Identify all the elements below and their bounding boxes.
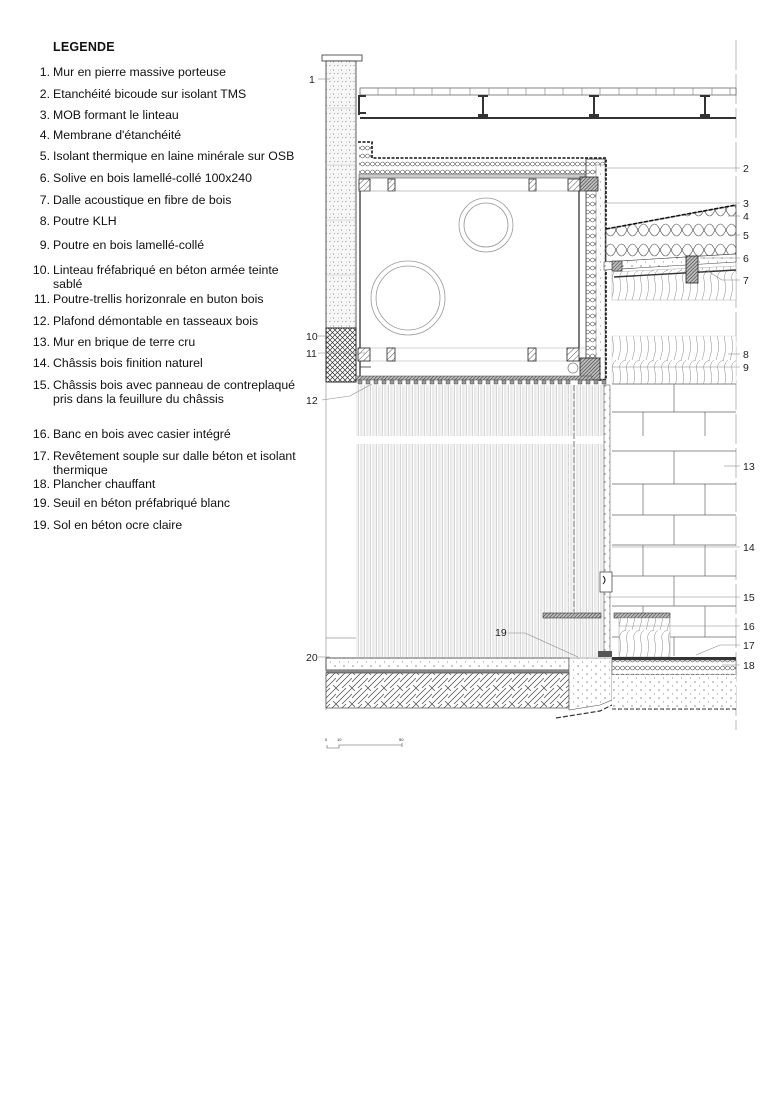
legend-item-text: Seuil en béton préfabriqué blanc: [53, 496, 231, 510]
callout-label: 5: [743, 230, 749, 242]
callout-label: 20: [306, 652, 318, 664]
callout-label: 16: [743, 621, 755, 633]
legend-item-number: 12.: [32, 314, 50, 328]
roof-buildup: [604, 205, 736, 300]
legend-item-text: Linteau fréfabriqué en béton armée teinte sablé: [53, 263, 279, 291]
legend-title: LEGENDE: [53, 40, 115, 54]
legend-item-text: Poutre-trellis horizonrale en buton bois: [53, 292, 264, 306]
steel-i-beams: [358, 95, 710, 117]
callout-label: 10: [306, 331, 318, 343]
svg-text:0: 0: [325, 737, 328, 742]
legend-item-text: Etanchéité bicoude sur isolant TMS: [53, 87, 247, 101]
legend-item-number: 10.: [32, 263, 50, 277]
concrete-lintel: [326, 328, 356, 382]
callouts-right: [743, 163, 755, 672]
callout-label: 13: [743, 461, 755, 473]
floor-buildup: [326, 651, 736, 718]
callout-label: 18: [743, 660, 755, 672]
callout-label: 11: [306, 348, 317, 360]
legend-item-number: 19.: [32, 518, 50, 532]
callout-label: 4: [743, 211, 749, 223]
legend-item-text: Dalle acoustique en fibre de bois: [53, 193, 232, 207]
legend-item-number: 6.: [39, 171, 50, 185]
legend-item-number: 16.: [32, 427, 50, 441]
legend-item-text: Poutre en bois lamellé-collé: [53, 238, 205, 252]
upper-floor-deck: [358, 88, 736, 119]
callout-label: 9: [743, 362, 749, 374]
svg-text:10: 10: [337, 737, 342, 742]
callout-label: 2: [743, 163, 749, 175]
legend-item-number: 3.: [39, 108, 50, 122]
legend-item-text: Mur en brique de terre cru: [53, 335, 196, 349]
legend-item-number: 2.: [39, 87, 50, 101]
legend-item-number: 5.: [39, 149, 50, 163]
callout-label: 8: [743, 349, 749, 361]
stone-wall: [322, 55, 362, 328]
legend-item-text: Plafond démontable en tasseaux bois: [53, 314, 259, 328]
legend-item-text: Solive en bois lamellé-collé 100x240: [53, 171, 252, 185]
callout-label: 12: [306, 395, 318, 407]
legend-item-text: Revêtement souple sur dalle béton et isolant thermique: [53, 449, 296, 477]
legend-item-text: Mur en pierre massive porteuse: [53, 65, 226, 79]
legend-item-number: 18.: [32, 477, 50, 491]
callout-label: 17: [743, 640, 755, 652]
legend-item-number: 11.: [33, 292, 50, 306]
callout-label: 14: [743, 542, 755, 554]
legend-item-number: 15.: [32, 378, 50, 392]
legend-item-number: 19.: [32, 496, 50, 510]
legend-item-number: 8.: [39, 214, 50, 228]
callout-label: 6: [743, 253, 749, 265]
insulated-lintel-box: [356, 142, 606, 384]
legend-item-number: 4.: [39, 128, 50, 142]
legend-item-number: 9.: [39, 238, 50, 252]
legend-item-text: Châssis bois avec panneau de contreplaqué pris dans la feuillure du châssis: [53, 378, 296, 406]
scale-bar: [325, 737, 404, 748]
legend-item-text: Poutre KLH: [53, 214, 117, 228]
callout-label: 15: [743, 592, 755, 604]
callout-label: 7: [743, 275, 749, 287]
legend-item-text: Plancher chauffant: [53, 477, 156, 491]
ceiling-batten-row: [358, 380, 606, 384]
klh-beam: [612, 336, 736, 384]
callout-label: 19: [495, 627, 507, 639]
legend-item-text: MOB formant le linteau: [53, 108, 179, 122]
legend-item-text: Banc en bois avec casier intégré: [53, 427, 231, 441]
legend-item-text: Membrane d'étanchéité: [53, 128, 182, 142]
legend-item-text: Sol en béton ocre claire: [53, 518, 183, 532]
callout-label: 3: [743, 198, 749, 210]
legend-item-number: 17.: [32, 449, 50, 463]
legend-item-number: 1.: [39, 65, 50, 79]
legend-item-number: 7.: [39, 193, 50, 207]
legend-item-number: 13.: [32, 335, 50, 349]
legend-item-text: Isolant thermique en laine minérale sur OSB: [53, 149, 295, 163]
callout-label: 1: [309, 74, 315, 86]
legend-item-text: Châssis bois finition naturel: [53, 356, 203, 370]
legend-item-number: 14.: [32, 356, 50, 370]
svg-text:50: 50: [399, 737, 404, 742]
